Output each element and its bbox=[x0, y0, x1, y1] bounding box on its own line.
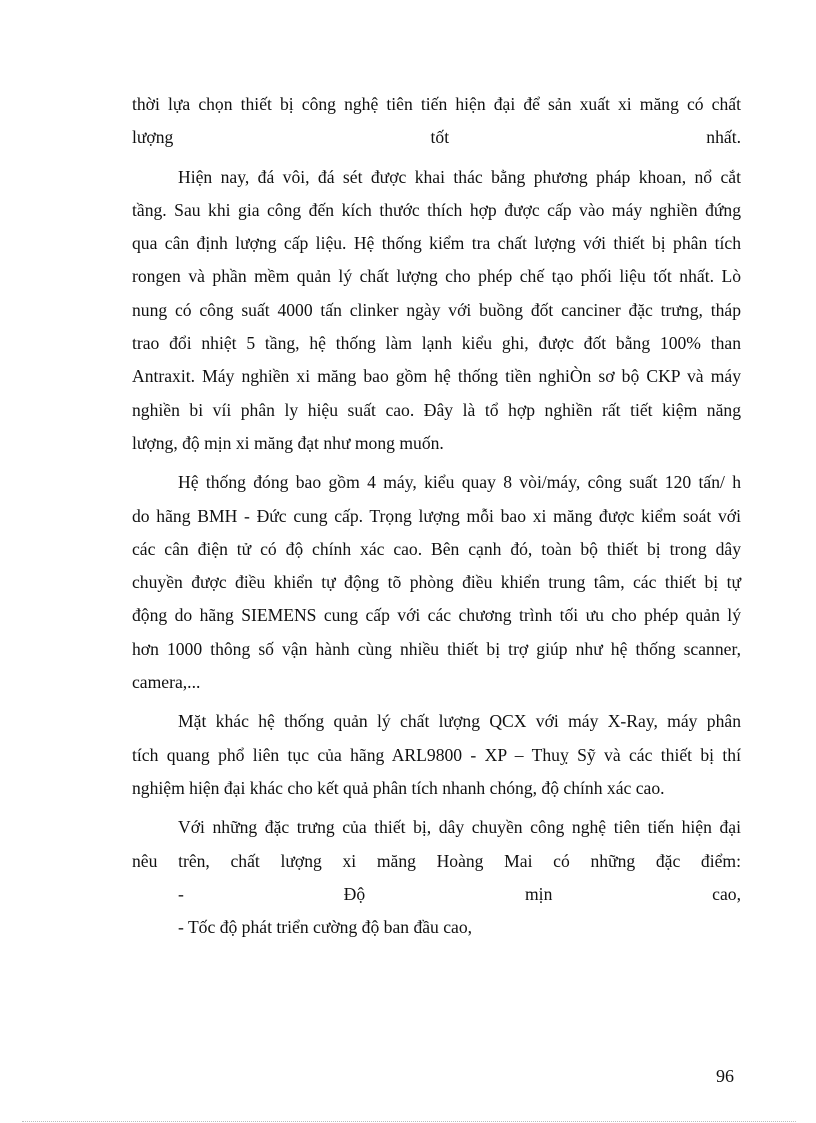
text-line: do hãng BMH - Đức cung cấp. Trọng lượng mỗi bao xi măng được kiểm soát với bbox=[132, 505, 741, 526]
text-line: lượng tốt nhất. bbox=[132, 127, 741, 148]
document-body bbox=[132, 88, 741, 944]
page-number: 96 bbox=[716, 1066, 734, 1086]
list-item: - Tốc độ phát triển cường độ ban đầu cao, bbox=[178, 917, 473, 938]
text-line: nêu trên, chất lượng xi măng Hoàng Mai có những đặc điểm: bbox=[132, 850, 741, 871]
text-line: nghiệm hiện đại khác cho kết quả phân tích nhanh chóng, độ chính xác cao. bbox=[132, 777, 665, 798]
text-line: chuyền được điều khiển tự động tõ phòng điều khiển trung tâm, các thiết bị tự bbox=[132, 572, 741, 593]
text-line: hơn 1000 thông số vận hành cùng nhiều thiết bị trợ giúp như hệ thống scanner, bbox=[132, 638, 741, 659]
text-line: lượng, độ mịn xi măng đạt như mong muốn. bbox=[132, 432, 444, 453]
paragraph-first-line: Hệ thống đóng bao gồm 4 máy, kiểu quay 8 vòi/máy, công suất 120 tấn/ h bbox=[178, 472, 741, 493]
text-line: tầng. Sau khi gia công đến kích thước thích hợp được cấp vào máy nghiền đứng bbox=[132, 199, 741, 220]
text-line: Antraxit. Máy nghiền xi măng bao gồm hệ thống tiền nghiÒn sơ bộ CKP và máy bbox=[132, 366, 741, 387]
paragraph-first-line: Hiện nay, đá vôi, đá sét được khai thác bằng phương pháp khoan, nổ cắt bbox=[178, 166, 741, 187]
text-line: thời lựa chọn thiết bị công nghệ tiên tiến hiện đại để sản xuất xi măng có chất bbox=[132, 94, 741, 114]
paragraph-first-line: Mặt khác hệ thống quản lý chất lượng QCX với máy X-Ray, máy phân bbox=[178, 711, 741, 732]
text-line: nung có công suất 4000 tấn clinker ngày với buồng đốt canciner đặc trưng, tháp bbox=[132, 299, 741, 320]
list-item: - Độ mịn cao, bbox=[178, 883, 741, 904]
text-line: camera,... bbox=[132, 672, 201, 693]
text-line: qua cân định lượng cấp liệu. Hệ thống kiểm tra chất lượng với thiết bị phân tích bbox=[132, 233, 741, 254]
text-line: tích quang phổ liên tục của hãng ARL9800 - XP – Thuỵ Sỹ và các thiết bị thí bbox=[132, 744, 741, 765]
text-line: động do hãng SIEMENS cung cấp với các chương trình tối ưu cho phép quản lý bbox=[132, 605, 741, 626]
text-line: các cân điện tử có độ chính xác cao. Bên cạnh đó, toàn bộ thiết bị trong dây bbox=[132, 538, 741, 559]
page-border bbox=[22, 1121, 796, 1122]
text-line: rongen và phần mềm quản lý chất lượng cho phép chế tạo phối liệu tốt nhất. Lò bbox=[132, 266, 741, 287]
paragraph-first-line: Với những đặc trưng của thiết bị, dây chuyền công nghệ tiên tiến hiện đại bbox=[178, 817, 741, 838]
text-line: trao đổi nhiệt 5 tầng, hệ thống làm lạnh kiểu ghi, được đốt bằng 100% than bbox=[132, 333, 741, 354]
text-line: nghiền bi víi phân ly hiệu suất cao. Đây là tổ hợp nghiền rất tiết kiệm năng bbox=[132, 399, 741, 420]
